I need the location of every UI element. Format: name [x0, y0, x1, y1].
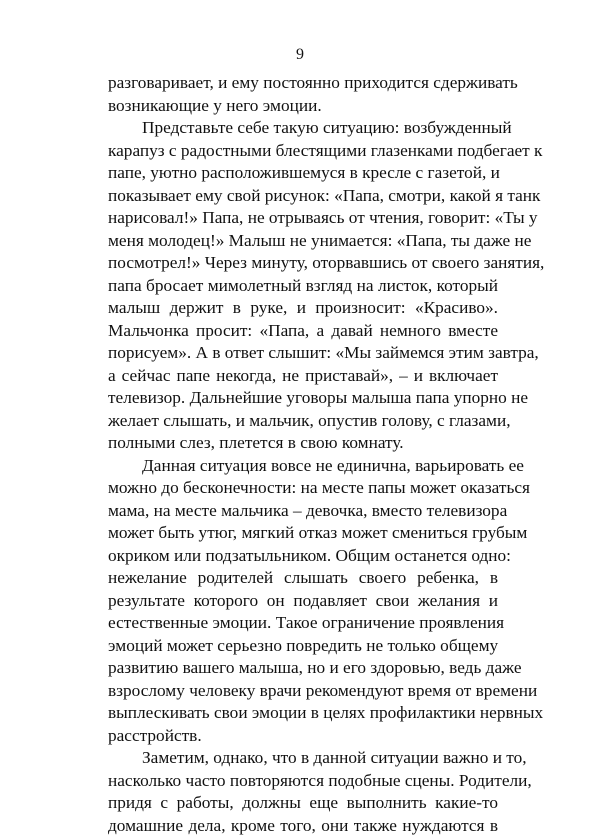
text-line: естественные эмоции. Такое ограничение проявления — [108, 612, 498, 635]
text-line: карапуз с радостными блестящими глазенками подбегает к — [108, 140, 498, 163]
text-line: нарисовал!» Папа, не отрываясь от чтения, говорит: «Ты у — [108, 207, 498, 230]
text-line: Заметим, однако, что в данной ситуации важно и то, — [108, 747, 498, 770]
text-line: развитию вашего малыша, но и его здоровью, ведь даже — [108, 657, 498, 680]
text-line: Данная ситуация вовсе не единична, варьировать ее — [108, 455, 498, 478]
text-line: домашние дела, кроме того, они также нуждаются в — [108, 815, 498, 837]
body-text — [108, 72, 498, 837]
text-line: окриком или подзатыльником. Общим останется одно: — [108, 545, 498, 568]
text-line: возникающие у него эмоции. — [108, 95, 498, 118]
text-line: результате которого он подавляет свои желания и — [108, 590, 498, 613]
text-line: желает слышать, и мальчик, опустив голову, с глазами, — [108, 410, 498, 433]
text-line: насколько часто повторяются подобные сцены. Родители, — [108, 770, 498, 793]
text-line: посмотрел!» Через минуту, оторвавшись от своего занятия, — [108, 252, 498, 275]
text-line: придя с работы, должны еще выполнить какие-то — [108, 792, 498, 815]
text-line: папе, уютно расположившемуся в кресле с газетой, и — [108, 162, 498, 185]
text-line: эмоций может серьезно повредить не только общему — [108, 635, 498, 658]
text-line: малыш держит в руке, и произносит: «Красиво». — [108, 297, 498, 320]
text-line: показывает ему свой рисунок: «Папа, смотри, какой я танк — [108, 185, 498, 208]
text-line: можно до бесконечности: на месте папы может оказаться — [108, 477, 498, 500]
text-line: порисуем». А в ответ слышит: «Мы займемся этим завтра, — [108, 342, 498, 365]
text-line: полными слез, плетется в свою комнату. — [108, 432, 498, 455]
page-number: 9 — [0, 46, 600, 64]
text-line: может быть утюг, мягкий отказ может смениться грубым — [108, 522, 498, 545]
text-line: а сейчас папе некогда, не приставай», – и включает — [108, 365, 498, 388]
text-line: выплескивать свои эмоции в целях профилактики нервных — [108, 702, 498, 725]
text-line: разговаривает, и ему постоянно приходится сдерживать — [108, 72, 498, 95]
text-line: взрослому человеку врачи рекомендуют время от времени — [108, 680, 498, 703]
text-line: папа бросает мимолетный взгляд на листок, который — [108, 275, 498, 298]
text-line: телевизор. Дальнейшие уговоры малыша папа упорно не — [108, 387, 498, 410]
text-line: Представьте себе такую ситуацию: возбужденный — [108, 117, 498, 140]
text-line: Мальчонка просит: «Папа, а давай немного вместе — [108, 320, 498, 343]
text-line: мама, на месте мальчика – девочка, вместо телевизора — [108, 500, 498, 523]
text-line: меня молодец!» Малыш не унимается: «Папа, ты даже не — [108, 230, 498, 253]
text-line: нежелание родителей слышать своего ребенка, в — [108, 567, 498, 590]
text-line: расстройств. — [108, 725, 498, 748]
